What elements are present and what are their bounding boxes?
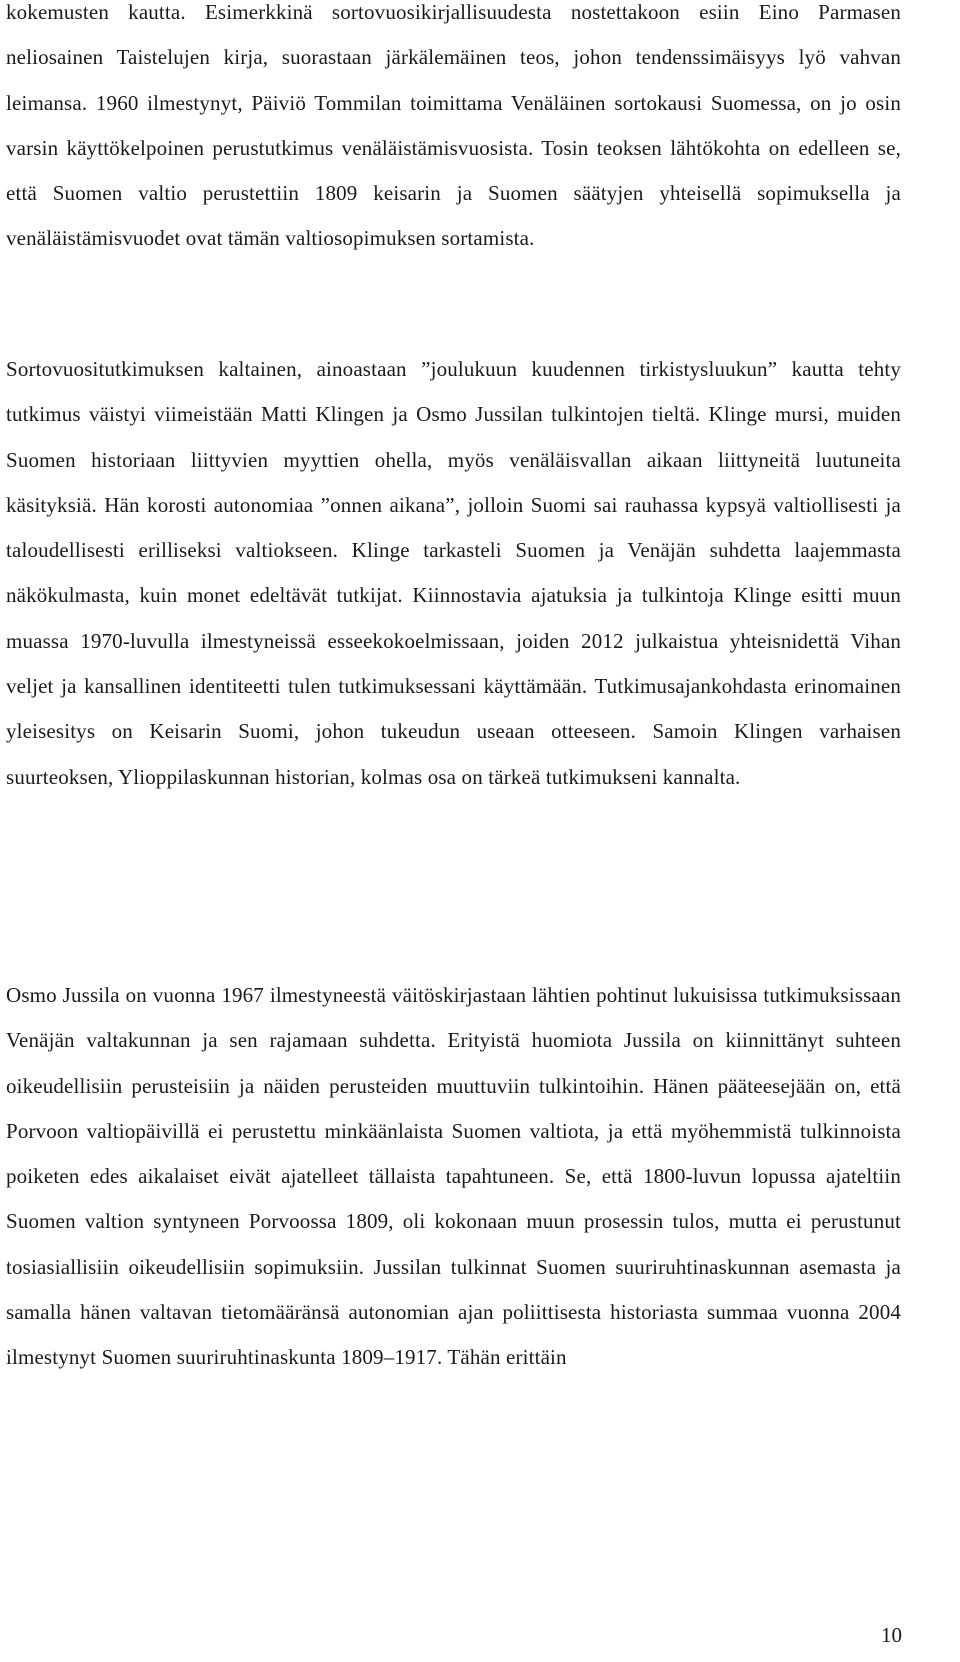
paragraph-3: Osmo Jussila on vuonna 1967 ilmestyneestä väitöskirjastaan lähtien pohtinut lukuisissa tutkimuksissaan Venäjän valtakunnan ja sen rajamaan suhdetta. Erityistä huomiota Jussila on kiinnittänyt suhteen oikeudellisiin perusteisiin ja näiden perusteiden muuttuviin tulkintoihin. Hänen pääteesejään on, että Porvoon valtiopäivillä ei perustettu minkäänlaista Suomen valtiota, ja että myöhemmistä tulkinnoista poiketen edes aikalaiset eivät ajatelleet tällaista tapahtuneen. Se, että 1800-luvun lopussa ajateltiin Suomen valtion syntyneen Porvoossa 1809, oli kokonaan muun prosessin tulos, mutta ei perustunut tosiasiallisiin oikeudellisiin sopimuksiin. Jussilan tulkinnat Suomen suuriruhtinaskunnan asemasta ja samalla hänen valtavan tietomääränsä autonomian ajan poliittisesta historiasta summaa vuonna 2004 ilmestynyt Suomen suuriruhtinaskunta 1809–1917. Tähän erittäin <box>6 983 901 1370</box>
page-number: 10 <box>881 1623 902 1647</box>
paragraph-2: Sortovuositutkimuksen kaltainen, ainoastaan ”joulukuun kuudennen tirkistysluukun” kautta tehty tutkimus väistyi viimeistään Matti Klingen ja Osmo Jussilan tulkintojen tieltä. Klinge mursi, muiden Suomen historiaan liittyvien myyttien ohella, myös venäläisvallan aikaan liittyneitä luutuneita käsityksiä. Hän korosti autonomiaa ”onnen aikana”, jolloin Suomi sai rauhassa kypsyä valtiollisesti ja taloudellisesti erilliseksi valtiokseen. Klinge tarkasteli Suomen ja Venäjän suhdetta laajemmasta näkökulmasta, kuin monet edeltävät tutkijat. Kiinnostavia ajatuksia ja tulkintoja Klinge esitti muun muassa 1970-luvulla ilmestyneissä esseekokoelmissaan, joiden 2012 julkaistua yhteisnidettä Vihan veljet ja kansallinen identiteetti tulen tutkimuksessani käyttämään. Tutkimusajankohdasta erinomainen yleisesitys on Keisarin Suomi, johon tukeudun useaan otteeseen. Samoin Klingen varhaisen suurteoksen, Ylioppilaskunnan historian, kolmas osa on tärkeä tutkimukseni kannalta. <box>6 357 901 789</box>
paragraph-1: kokemusten kautta. Esimerkkinä sortovuosikirjallisuudesta nostettakoon esiin Eino Parmasen neliosainen Taistelujen kirja, suorastaan järkälemäinen teos, johon tendenssimäisyys lyö vahvan leimansa. 1960 ilmestynyt, Päiviö Tommilan toimittama Venäläinen sortokausi Suomessa, on jo osin varsin käyttökelpoinen perustutkimus venäläistämisvuosista. Tosin teoksen lähtökohta on edelleen se, että Suomen valtio perustettiin 1809 keisarin ja Suomen säätyjen yhteisellä sopimuksella ja venäläistämisvuodet ovat tämän valtiosopimuksen sortamista. <box>6 0 901 251</box>
